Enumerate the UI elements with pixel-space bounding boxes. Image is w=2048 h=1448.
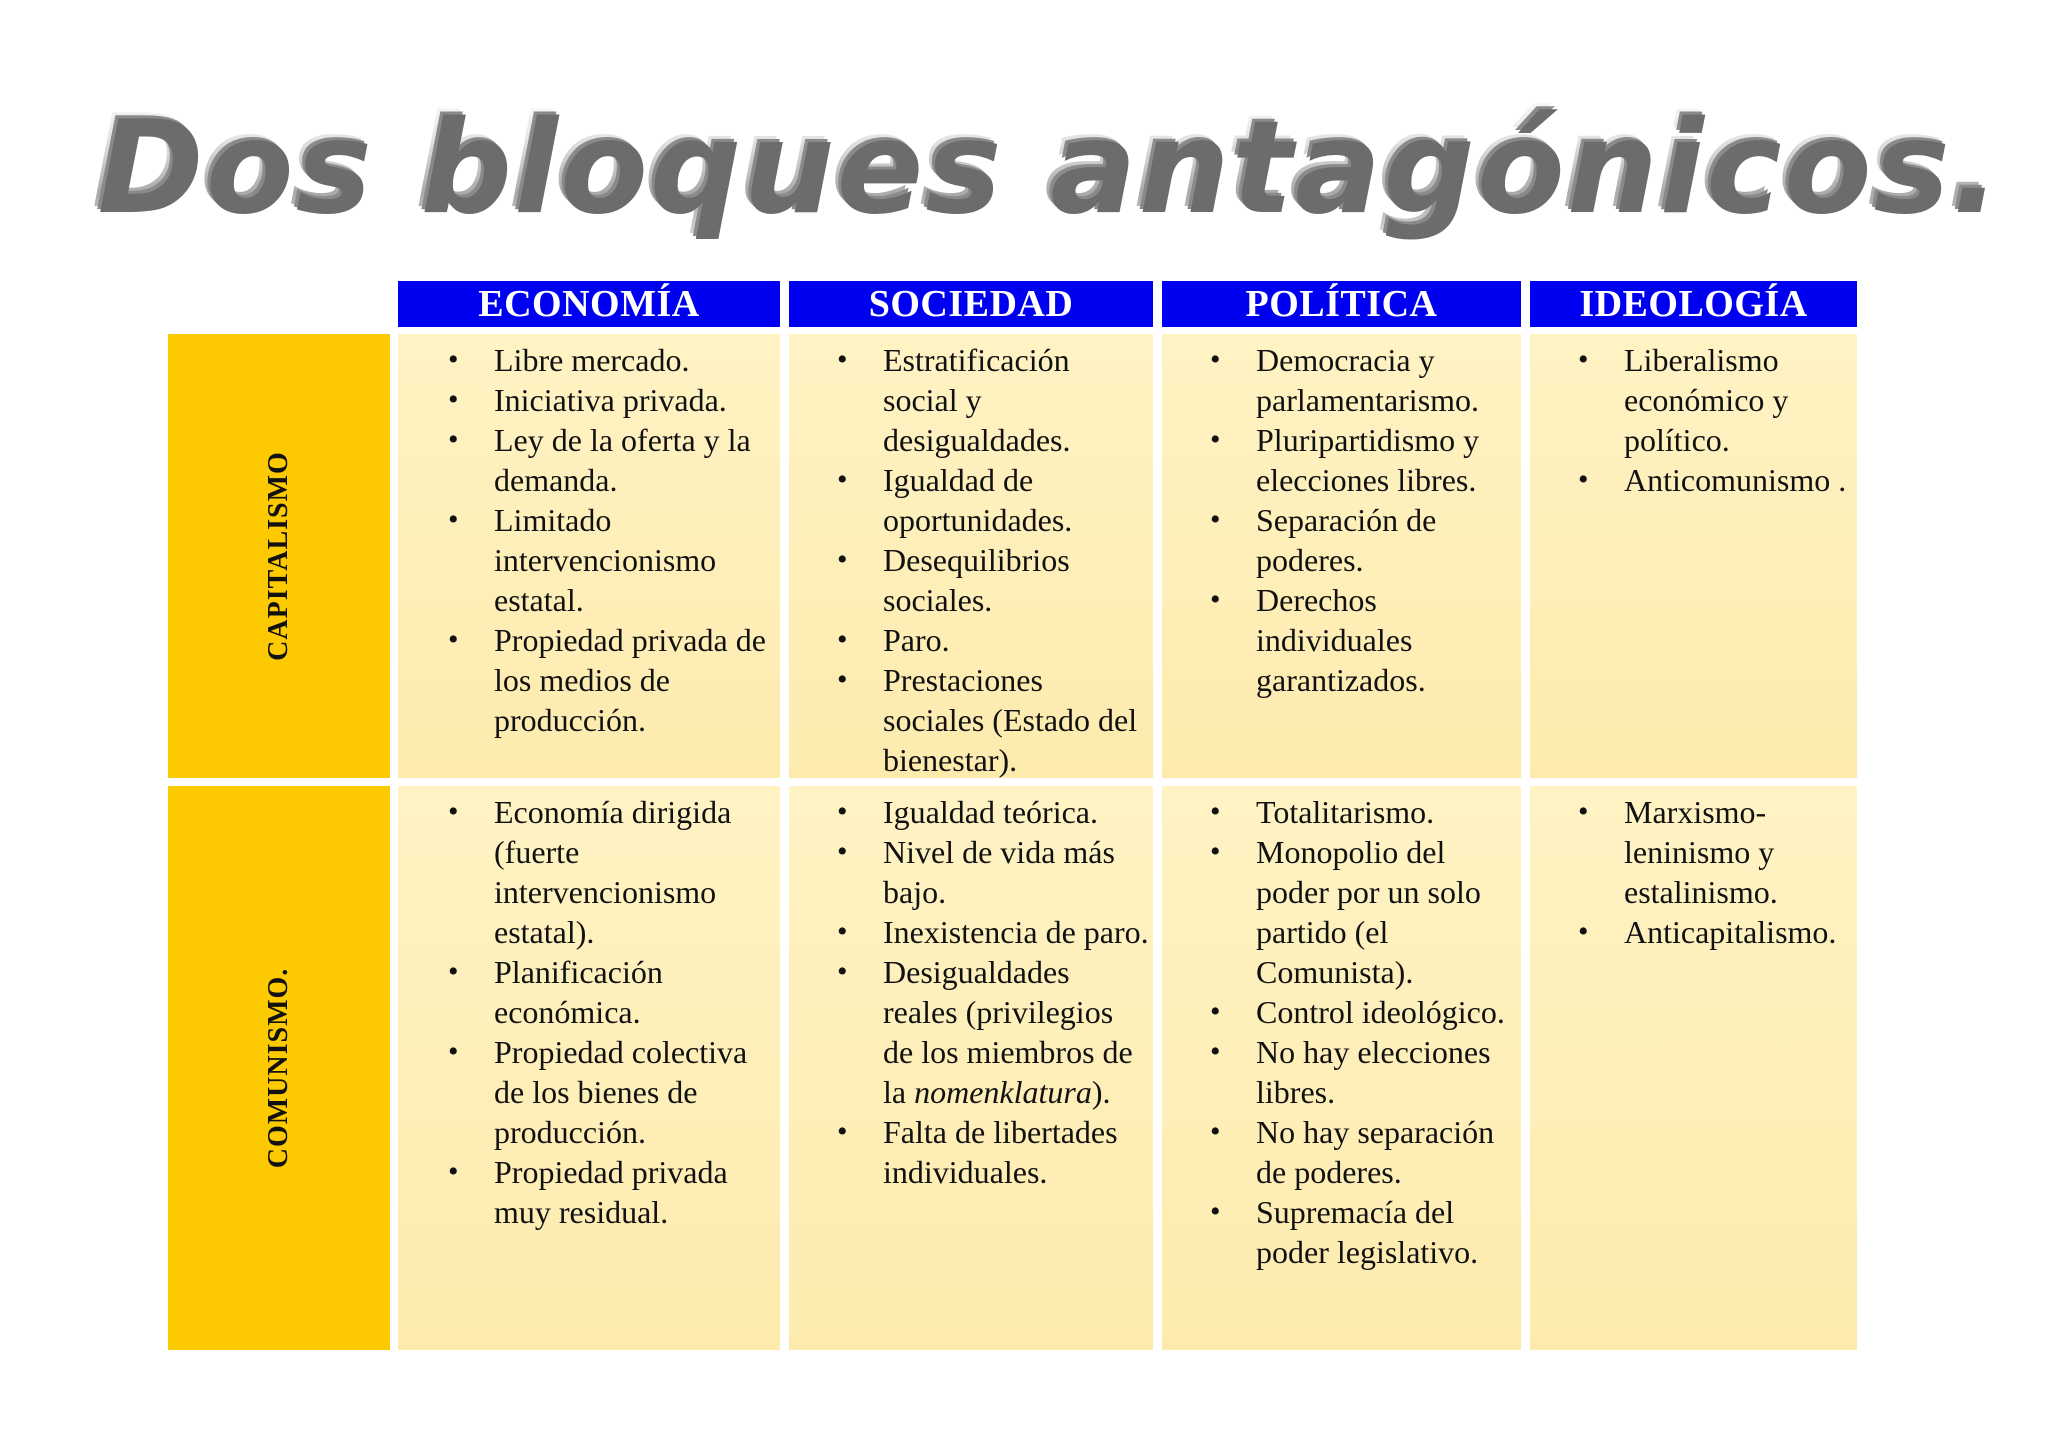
- row-label-comunismo: [168, 786, 390, 1350]
- list-item: • Limitado intervencionismo estatal.: [398, 500, 780, 620]
- list-item: • Inexistencia de paro.: [789, 912, 1153, 952]
- bullet-list: [789, 792, 1153, 1192]
- row-label-capitalismo: [168, 334, 390, 778]
- bullet-list: [398, 792, 780, 1232]
- bullet-list: [398, 340, 780, 740]
- bullet-list: [789, 340, 1153, 780]
- list-item: • Libre mercado.: [398, 340, 780, 380]
- list-item: • Desequilibrios sociales.: [789, 540, 1153, 620]
- column-header-politica: POLÍTICA: [1162, 281, 1521, 327]
- list-item: • Ley de la oferta y la demanda.: [398, 420, 780, 500]
- bullet-list: [1162, 340, 1521, 700]
- bullet-list: [1530, 792, 1857, 952]
- list-item: • Democracia y parlamentarismo.: [1162, 340, 1521, 420]
- list-item: • Totalitarismo.: [1162, 792, 1521, 832]
- list-item: • Prestaciones sociales (Estado del bienestar).: [789, 660, 1153, 780]
- cell-capitalismo-sociedad: [789, 334, 1153, 778]
- cell-comunismo-sociedad: [789, 786, 1153, 1350]
- list-item: • Economía dirigida (fuerte intervencionismo estatal).: [398, 792, 780, 952]
- list-item: • Propiedad privada de los medios de producción.: [398, 620, 780, 740]
- list-item: • Supremacía del poder legislativo.: [1162, 1192, 1521, 1272]
- list-item: • Pluripartidismo y elecciones libres.: [1162, 420, 1521, 500]
- bullet-list: [1530, 340, 1857, 500]
- cell-capitalismo-ideologia: [1530, 334, 1857, 778]
- list-item: • Planificación económica.: [398, 952, 780, 1032]
- list-item: • Paro.: [789, 620, 1153, 660]
- cell-comunismo-economia: [398, 786, 780, 1350]
- list-item: • No hay separación de poderes.: [1162, 1112, 1521, 1192]
- list-item: • Iniciativa privada.: [398, 380, 780, 420]
- cell-comunismo-ideologia: [1530, 786, 1857, 1350]
- list-item: • No hay elecciones libres.: [1162, 1032, 1521, 1112]
- list-item: • Falta de libertades individuales.: [789, 1112, 1153, 1192]
- row-label-comunismo-text: COMUNISMO.: [263, 967, 294, 1169]
- cell-capitalismo-politica: [1162, 334, 1521, 778]
- list-item: • Propiedad colectiva de los bienes de producción.: [398, 1032, 780, 1152]
- column-header-ideologia: IDEOLOGÍA: [1530, 281, 1857, 327]
- column-header-economia: ECONOMÍA: [398, 281, 780, 327]
- list-item: • Liberalismo económico y político.: [1530, 340, 1857, 460]
- page-title: Dos bloques antagónicos.: [0, 88, 2048, 238]
- row-label-capitalismo-text: CAPITALISMO: [263, 451, 294, 661]
- bullet-list: [1162, 792, 1521, 1272]
- list-item: • Desigualdades reales (privilegios de los miembros de la nomenklatura).: [789, 952, 1153, 1112]
- list-item: • Separación de poderes.: [1162, 500, 1521, 580]
- list-item: • Nivel de vida más bajo.: [789, 832, 1153, 912]
- list-item: • Igualdad teórica.: [789, 792, 1153, 832]
- list-item: • Anticapitalismo.: [1530, 912, 1857, 952]
- list-item: • Control ideológico.: [1162, 992, 1521, 1032]
- list-item: • Estratificación social y desigualdades.: [789, 340, 1153, 460]
- column-header-sociedad: SOCIEDAD: [789, 281, 1153, 327]
- cell-comunismo-politica: [1162, 786, 1521, 1350]
- list-item: • Derechos individuales garantizados.: [1162, 580, 1521, 700]
- list-item: • Propiedad privada muy residual.: [398, 1152, 780, 1232]
- list-item: • Monopolio del poder por un solo partido (el Comunista).: [1162, 832, 1521, 992]
- cell-capitalismo-economia: [398, 334, 780, 778]
- list-item: • Igualdad de oportunidades.: [789, 460, 1153, 540]
- list-item: • Anticomunismo .: [1530, 460, 1857, 500]
- list-item: • Marxismo-leninismo y estalinismo.: [1530, 792, 1857, 912]
